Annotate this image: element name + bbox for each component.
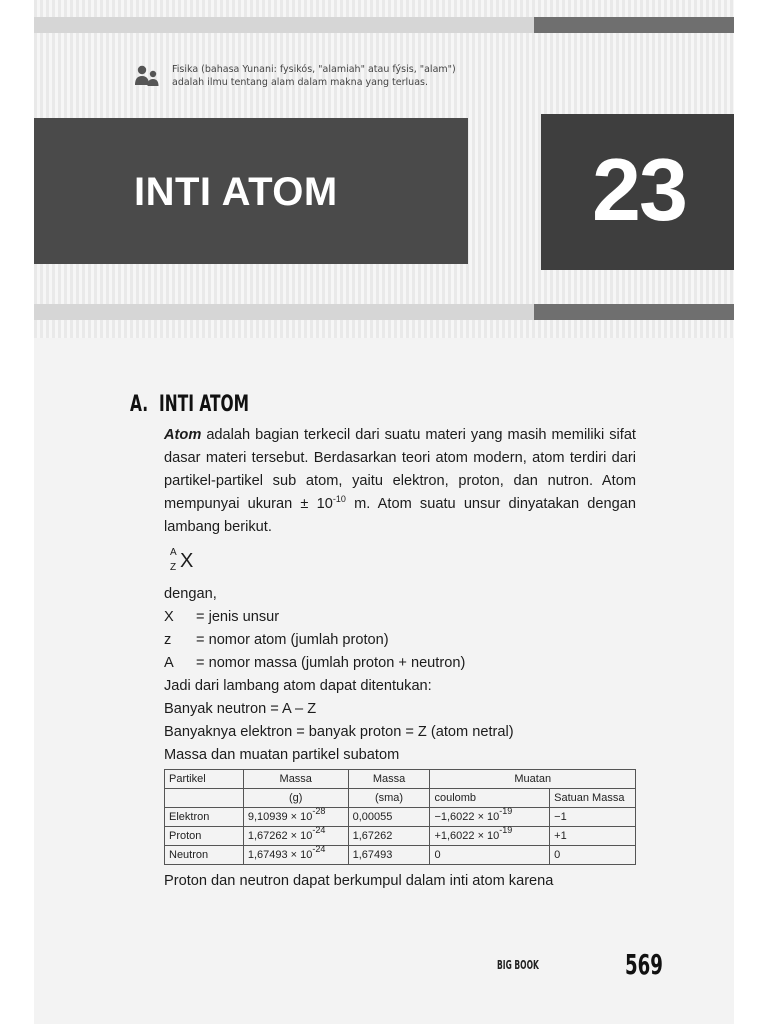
definition-symbol: z [164,632,172,648]
intro-text-2: m. Atom suatu unsur dinyatakan dengan lambang berikut. [164,496,636,535]
cell-massa: $9,10939 \times 10^{-28}$ [243,808,348,827]
chapter-quote [172,63,492,89]
definition-symbol: A [164,655,174,671]
unit-coulomb: coulomb [430,789,550,808]
cell-sma: 0,00055 [348,808,430,827]
cell-partikel: Elektron [165,808,244,827]
cell-satuan: −1 [550,808,636,827]
page-number: 569 [625,948,663,981]
intro-text-1: adalah bagian terkecil dari suatu materi yang masih memiliki sifat dasar materi tersebut. Berdasarkan teori atom modern, atom terdiri dari partikel-partikel sub atom, yaitu elektron, proton, dan nutron. Atom mempunyai ukuran ± 10 [164,427,636,512]
cell-coulomb: 0 [430,846,550,865]
header-massa-sma: Massa [348,770,430,789]
cell-massa: $1,67493 \times 10^{-24}$ [243,846,348,865]
chapter-banner [34,0,734,338]
notation-atomic-number: Z [170,562,177,573]
definition-meaning: = nomor massa (jumlah proton + neutron) [196,655,466,671]
header-partikel: Partikel [165,770,244,789]
definition-symbol: X [164,609,174,625]
table-unit-row [165,789,636,808]
people-icon [134,64,160,90]
header-massa: Massa [243,770,348,789]
definition-row [164,629,636,652]
dengan-label: dengan, [164,586,217,602]
definition-row [164,652,636,675]
unit-g: (g) [243,789,348,808]
term-atom: Atom [164,427,202,443]
header-muatan: Muatan [430,770,636,789]
unit-empty [165,789,244,808]
table-row [165,808,636,827]
cell-satuan: 0 [550,846,636,865]
size-exponent: -10 [332,494,346,504]
notation-symbol: X [180,550,194,572]
text-line: Banyaknya elektron = banyak proton = Z (atom netral) [164,724,514,740]
cell-partikel: Neutron [165,846,244,865]
quote-line-2: adalah ilmu tentang alam dalam makna yang terluas. [172,77,428,88]
footer-book-label: BIG BOOK [497,958,539,972]
table-row [165,846,636,865]
unit-satuan-massa: Satuan Massa [550,789,636,808]
unit-sma: (sma) [348,789,430,808]
chapter-number: 23 [592,140,686,239]
cell-coulomb: $+1,6022 \times 10^{-19}$ [430,827,550,846]
cell-partikel: Proton [165,827,244,846]
intro-paragraph [164,424,636,539]
definition-meaning: = jenis unsur [196,609,280,625]
definition-meaning: = nomor atom (jumlah proton) [196,632,389,648]
table-header-row [165,770,636,789]
table-row [165,827,636,846]
top-stripe [34,17,734,33]
quote-line-1: Fisika (bahasa Yunani: fysikós, "alamiah" atau fýsis, "alam") [172,64,456,75]
cell-coulomb: $-1,6022 \times 10^{-19}$ [430,808,550,827]
subatomic-table [164,769,636,865]
cell-satuan: +1 [550,827,636,846]
definition-row [164,606,636,629]
text-line: Banyak neutron = A – Z [164,701,317,717]
atom-notation [164,545,636,583]
section-heading [130,392,249,417]
section-letter: A. [130,392,149,417]
table-caption: Massa dan muatan partikel subatom [164,747,400,763]
bottom-stripe-accent [534,304,734,320]
cell-sma: 1,67493 [348,846,430,865]
text-line: Jadi dari lambang atom dapat ditentukan: [164,678,432,694]
notation-mass-number: A [170,547,177,558]
section-title: INTI ATOM [159,392,249,417]
section-content [164,424,636,893]
chapter-title: INTI ATOM [134,170,338,214]
cell-massa: $1,67262 \times 10^{-24}$ [243,827,348,846]
bottom-stripe [34,304,734,320]
cell-sma: 1,67262 [348,827,430,846]
closing-line: Proton dan neutron dapat berkumpul dalam inti atom karena [164,873,554,889]
top-stripe-accent [534,17,734,33]
